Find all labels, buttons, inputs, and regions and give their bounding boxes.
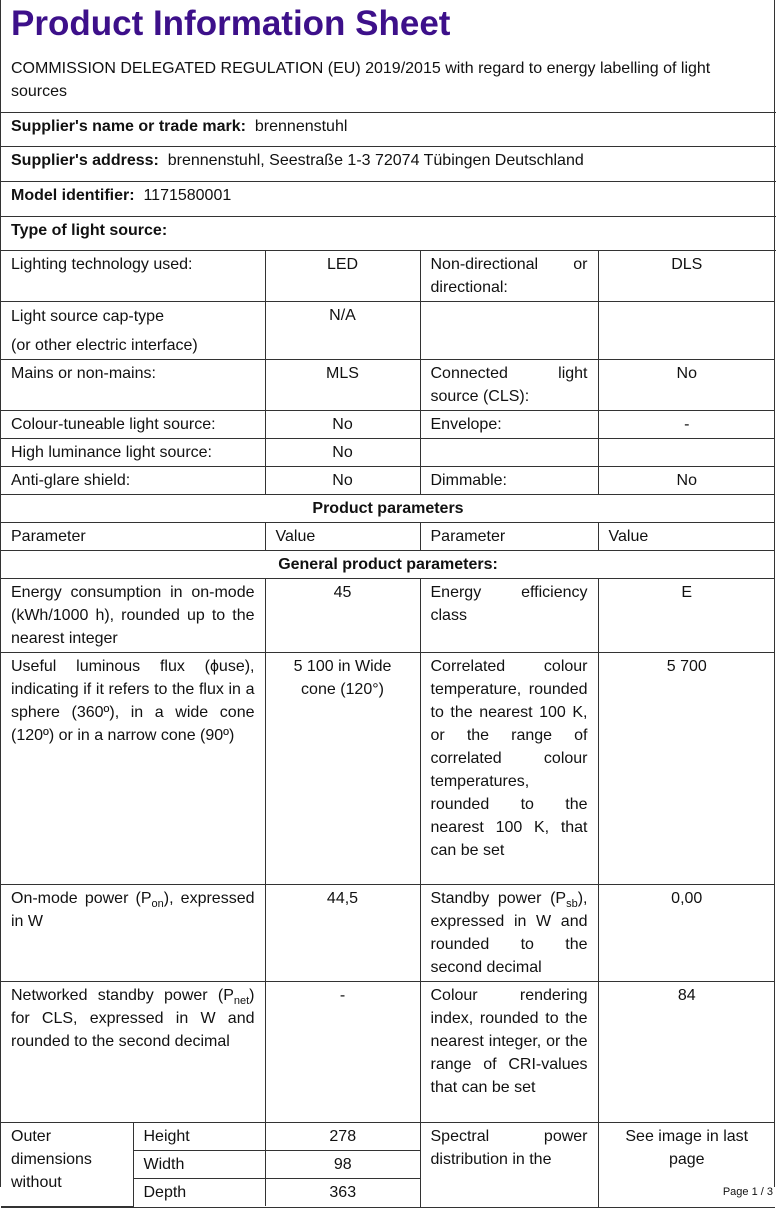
directional-label: Non-directional or directional: [420,251,598,302]
table-row [1,885,775,982]
mains-value: MLS [265,360,420,411]
table-row [1,579,775,653]
cap-type-label-line2: (or other electric interface) [11,337,198,354]
colour-rendering-value: 84 [598,982,775,1123]
table-row [1,523,775,551]
supplier-address-label: Supplier's address: [11,152,159,169]
colour-rendering-label: Colour rendering index, rounded to the nearest integer, or the range of CRI-values that can be set [420,982,598,1123]
page-number: Page 1 / 3 [722,1186,773,1198]
table-row [1,439,775,467]
colour-tuneable-label: Colour-tuneable light source: [1,411,265,439]
empty-cell [420,302,598,360]
table-row [1,302,775,360]
table-row [1,495,775,523]
height-label: Height [133,1123,265,1151]
dimensions-table [1,1123,420,1207]
standby-power-value: 0,00 [598,885,775,982]
empty-cell [598,439,775,467]
height-value: 278 [265,1123,420,1151]
on-mode-power-value: 44,5 [265,885,420,982]
cap-type-value: N/A [265,302,420,360]
model-identifier-value: 1171580001 [143,187,232,204]
supplier-address-row [11,149,584,172]
spectral-distribution-label: Spectral power distribution in the [420,1123,598,1208]
luminous-flux-value: 5 100 in Wide cone (120°) [265,653,420,885]
column-header-parameter: Parameter [420,523,598,551]
cap-type-label [1,302,265,360]
empty-cell [420,439,598,467]
colour-tuneable-value: No [265,411,420,439]
dimmable-label: Dimmable: [420,467,598,495]
energy-efficiency-label: Energy efficiency class [420,579,598,653]
high-luminance-value: No [265,439,420,467]
networked-standby-label: Networked standby power $(P_{net})$ for CLS, expressed in W and rounded to the second decimal [1,982,265,1123]
networked-standby-value: - [265,982,420,1123]
colour-temperature-label: Correlated colour temperature, rounded to the nearest 100 K, or the range of correlated colour temperatures, rounded to the nearest 100 K, that can be set [420,653,598,885]
width-value: 98 [265,1151,420,1179]
lighting-tech-value: LED [265,251,420,302]
table-row [1,653,775,885]
luminous-flux-label: Useful luminous flux (ϕuse), indicating if it refers to the flux in a sphere (360º), in a wide cone (120º) or in a narrow cone (90º) [1,653,265,885]
model-identifier-label: Model identifier: [11,187,135,204]
cap-type-label-line1: Light source cap-type [11,308,164,325]
energy-consumption-label: Energy consumption in on-mode (kWh/1000 h), rounded up to the nearest integer [1,579,265,653]
column-header-parameter: Parameter [1,523,265,551]
light-source-type-label: Type of light source: [11,222,168,239]
on-mode-power-label: On-mode power $(P_{on})$, expressed in W [1,885,265,982]
table-row [1,251,775,302]
supplier-name-value: brennenstuhl [254,118,348,135]
general-parameters-heading: General product parameters: [1,551,775,579]
column-header-value: Value [598,523,775,551]
outer-dimensions-label: Outer dimensions without [1,1123,133,1206]
table-row [1,551,775,579]
energy-efficiency-value: E [598,579,775,653]
outer-dimensions-cell [1,1123,420,1208]
table-row [1,982,775,1123]
cls-label: Connected light source (CLS): [420,360,598,411]
anti-glare-value: No [265,467,420,495]
anti-glare-label: Anti-glare shield: [1,467,265,495]
table-row [1,360,775,411]
table-row [1,467,775,495]
colour-temperature-value: 5 700 [598,653,775,885]
supplier-name-label: Supplier's name or trade mark: [11,118,246,135]
mains-label: Mains or non-mains: [1,360,265,411]
depth-value: 363 [265,1179,420,1207]
supplier-name-row [11,115,347,138]
page-title: Product Information Sheet [11,4,451,43]
product-table [1,251,775,1208]
supplier-address-value: brennenstuhl, Seestraße 1-3 72074 Tübingen Deutschland [167,152,584,169]
standby-power-label: Standby power $(P_{sb})$, expressed in W and rounded to the second decimal [420,885,598,982]
dimmable-value: No [598,467,775,495]
divider [1,181,776,182]
directional-value: DLS [598,251,775,302]
table-row [1,1123,775,1208]
envelope-value: - [598,411,775,439]
cls-value: No [598,360,775,411]
divider [1,112,776,113]
product-parameters-heading: Product parameters [1,495,775,523]
high-luminance-label: High luminance light source: [1,439,265,467]
column-header-value: Value [265,523,420,551]
model-identifier-row [11,184,231,207]
table-row [1,411,775,439]
divider [1,146,776,147]
depth-label: Depth [133,1179,265,1207]
width-label: Width [133,1151,265,1179]
spectral-distribution-value: See image in last page [598,1123,775,1208]
energy-consumption-value: 45 [265,579,420,653]
envelope-label: Envelope: [420,411,598,439]
empty-cell [598,302,775,360]
divider [1,216,776,217]
lighting-tech-label: Lighting technology used: [1,251,265,302]
regulation-subtitle: COMMISSION DELEGATED REGULATION (EU) 2019/2015 with regard to energy labelling of light sources [11,60,711,100]
light-source-type-row [11,219,167,242]
